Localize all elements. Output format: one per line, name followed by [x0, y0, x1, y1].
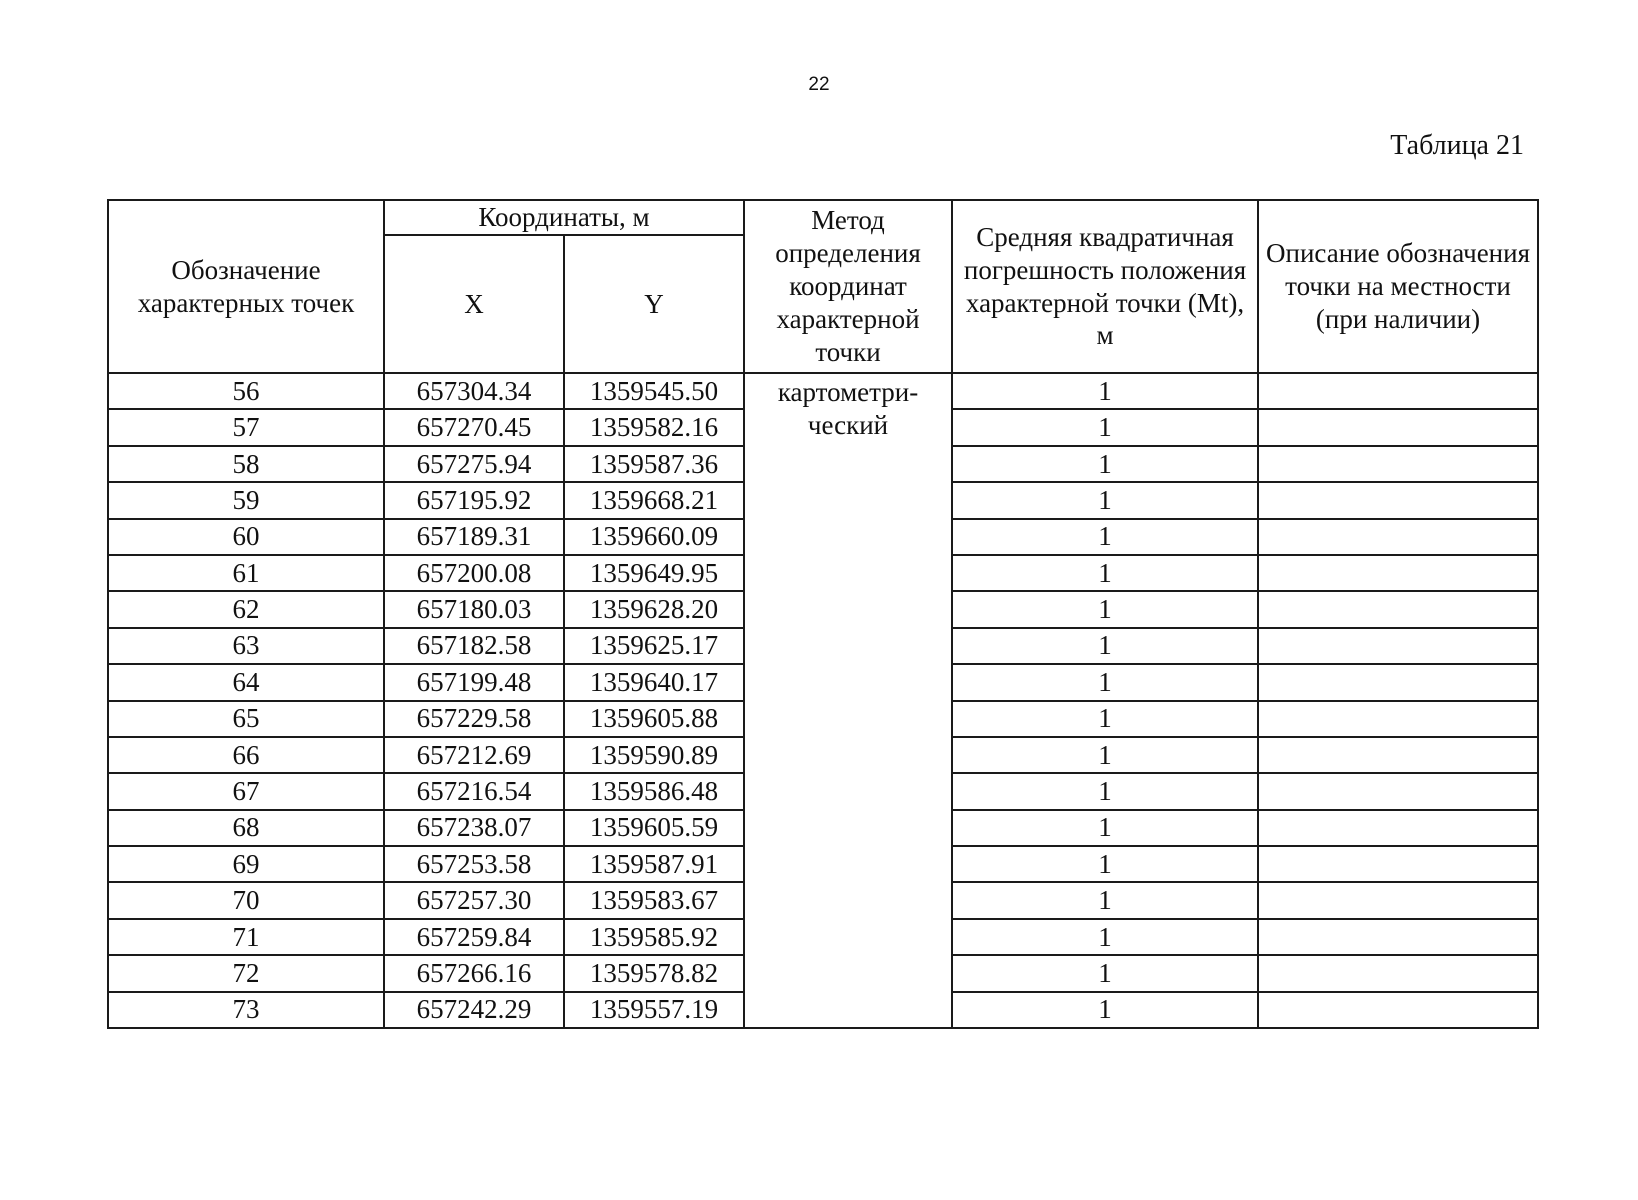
cell-y: 1359557.19: [564, 992, 744, 1028]
cell-description: [1258, 555, 1538, 591]
cell-x: 657257.30: [384, 882, 564, 918]
cell-description: [1258, 591, 1538, 627]
cell-x: 657180.03: [384, 591, 564, 627]
cell-description: [1258, 810, 1538, 846]
cell-point: 61: [108, 555, 384, 591]
cell-y: 1359583.67: [564, 882, 744, 918]
cell-description: [1258, 409, 1538, 445]
cell-y: 1359587.36: [564, 446, 744, 482]
cell-x: 657200.08: [384, 555, 564, 591]
cell-point: 56: [108, 373, 384, 409]
cell-error: 1: [952, 955, 1258, 991]
cell-error: 1: [952, 373, 1258, 409]
cell-y: 1359578.82: [564, 955, 744, 991]
cell-error: 1: [952, 737, 1258, 773]
cell-point: 66: [108, 737, 384, 773]
cell-error: 1: [952, 482, 1258, 518]
cell-point: 68: [108, 810, 384, 846]
cell-error: 1: [952, 992, 1258, 1028]
cell-point: 67: [108, 773, 384, 809]
cell-point: 60: [108, 519, 384, 555]
cell-error: 1: [952, 846, 1258, 882]
cell-error: 1: [952, 773, 1258, 809]
table-caption: Таблица 21: [1390, 130, 1524, 161]
cell-point: 70: [108, 882, 384, 918]
header-x: X: [384, 235, 564, 373]
cell-description: [1258, 664, 1538, 700]
cell-description: [1258, 446, 1538, 482]
cell-error: 1: [952, 628, 1258, 664]
cell-y: 1359625.17: [564, 628, 744, 664]
header-error: Средняя квадратичная погрешность положения характерной точки (Mt), м: [952, 200, 1258, 373]
cell-x: 657242.29: [384, 992, 564, 1028]
cell-description: [1258, 701, 1538, 737]
cell-x: 657238.07: [384, 810, 564, 846]
cell-description: [1258, 373, 1538, 409]
cell-x: 657216.54: [384, 773, 564, 809]
cell-x: 657199.48: [384, 664, 564, 700]
cell-description: [1258, 846, 1538, 882]
cell-description: [1258, 919, 1538, 955]
cell-description: [1258, 955, 1538, 991]
cell-point: 59: [108, 482, 384, 518]
cell-y: 1359587.91: [564, 846, 744, 882]
cell-y: 1359628.20: [564, 591, 744, 627]
cell-x: 657266.16: [384, 955, 564, 991]
header-y: Y: [564, 235, 744, 373]
cell-point: 65: [108, 701, 384, 737]
header-point: Обозначение характерных точек: [108, 200, 384, 373]
header-method: Метод определения координат характерной точки: [744, 200, 952, 373]
header-coords-group: Координаты, м: [384, 200, 744, 235]
cell-description: [1258, 628, 1538, 664]
cell-point: 69: [108, 846, 384, 882]
page-number: 22: [808, 74, 830, 95]
cell-error: 1: [952, 409, 1258, 445]
cell-error: 1: [952, 882, 1258, 918]
cell-x: 657259.84: [384, 919, 564, 955]
cell-x: 657189.31: [384, 519, 564, 555]
table-row: [108, 373, 1538, 409]
cell-y: 1359545.50: [564, 373, 744, 409]
cell-y: 1359605.59: [564, 810, 744, 846]
cell-description: [1258, 737, 1538, 773]
header-description: Описание обозначения точки на местности (при наличии): [1258, 200, 1538, 373]
cell-x: 657229.58: [384, 701, 564, 737]
cell-y: 1359585.92: [564, 919, 744, 955]
cell-error: 1: [952, 446, 1258, 482]
cell-description: [1258, 773, 1538, 809]
table-body: [108, 373, 1538, 1028]
cell-error: 1: [952, 919, 1258, 955]
cell-point: 71: [108, 919, 384, 955]
cell-error: 1: [952, 664, 1258, 700]
cell-y: 1359660.09: [564, 519, 744, 555]
cell-error: 1: [952, 555, 1258, 591]
cell-point: 63: [108, 628, 384, 664]
cell-error: 1: [952, 519, 1258, 555]
cell-error: 1: [952, 701, 1258, 737]
cell-description: [1258, 882, 1538, 918]
cell-x: 657182.58: [384, 628, 564, 664]
coordinates-table: [107, 199, 1539, 1029]
cell-y: 1359605.88: [564, 701, 744, 737]
table-header: [108, 200, 1538, 373]
cell-point: 72: [108, 955, 384, 991]
cell-x: 657270.45: [384, 409, 564, 445]
cell-x: 657195.92: [384, 482, 564, 518]
cell-point: 62: [108, 591, 384, 627]
cell-y: 1359668.21: [564, 482, 744, 518]
cell-description: [1258, 519, 1538, 555]
cell-point: 58: [108, 446, 384, 482]
cell-point: 57: [108, 409, 384, 445]
cell-description: [1258, 992, 1538, 1028]
cell-x: 657212.69: [384, 737, 564, 773]
cell-x: 657275.94: [384, 446, 564, 482]
cell-point: 73: [108, 992, 384, 1028]
cell-y: 1359582.16: [564, 409, 744, 445]
cell-y: 1359590.89: [564, 737, 744, 773]
cell-y: 1359640.17: [564, 664, 744, 700]
cell-y: 1359649.95: [564, 555, 744, 591]
cell-error: 1: [952, 810, 1258, 846]
cell-x: 657304.34: [384, 373, 564, 409]
cell-x: 657253.58: [384, 846, 564, 882]
cell-description: [1258, 482, 1538, 518]
cell-y: 1359586.48: [564, 773, 744, 809]
cell-point: 64: [108, 664, 384, 700]
cell-method: картометри-ческий: [744, 373, 952, 1028]
cell-error: 1: [952, 591, 1258, 627]
